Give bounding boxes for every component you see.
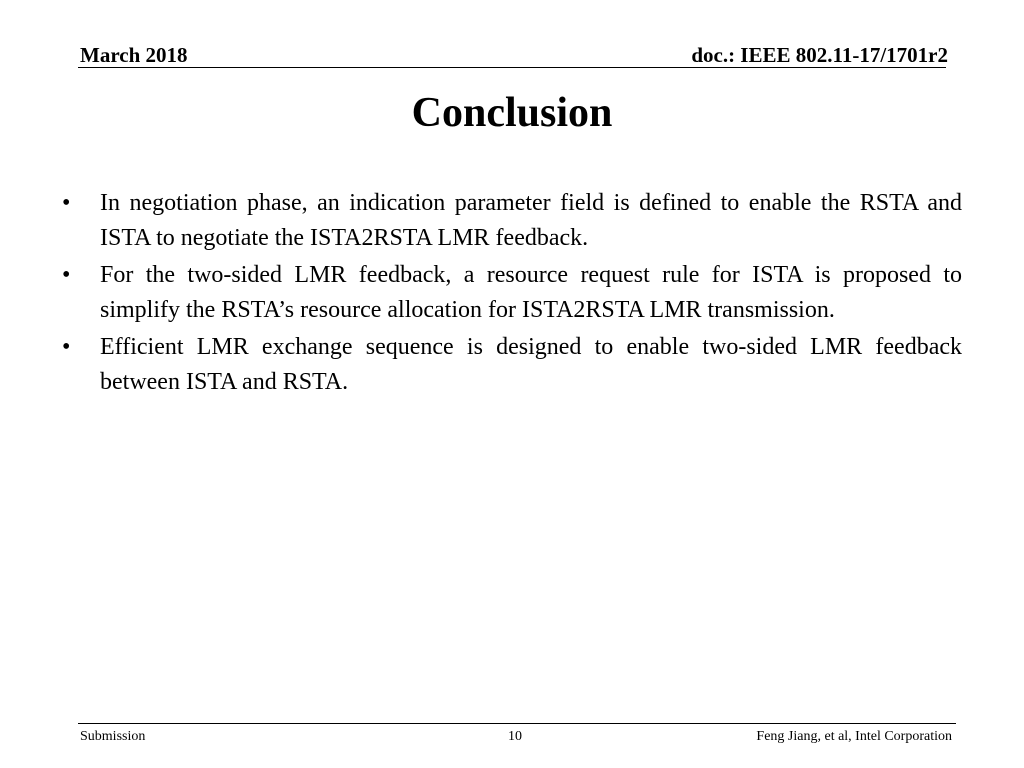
bullet-dot-icon: • <box>62 334 71 360</box>
bullet-item <box>62 258 962 328</box>
header-date: March 2018 <box>80 43 188 67</box>
footer-submission: Submission <box>80 729 146 744</box>
bullet-text: For the two-sided LMR feedback, a resource request rule for ISTA is proposed to simplify the RSTA’s resource allocation for ISTA2RSTA LMR transmission. <box>100 262 962 323</box>
bullet-list <box>62 186 962 402</box>
bullet-dot-icon: • <box>62 262 71 288</box>
bullet-text: In negotiation phase, an indication parameter field is defined to enable the RSTA and ISTA to negotiate the ISTA2RSTA LMR feedback. <box>100 190 962 251</box>
footer-divider <box>78 723 956 724</box>
header-divider <box>78 67 946 68</box>
header-doc-id: doc.: IEEE 802.11-17/1701r2 <box>691 43 948 67</box>
bullet-item <box>62 186 962 256</box>
slide-title: Conclusion <box>411 90 613 136</box>
bullet-item <box>62 330 962 400</box>
bullet-dot-icon: • <box>62 190 71 216</box>
page-number: 10 <box>508 729 522 744</box>
footer-author: Feng Jiang, et al, Intel Corporation <box>756 729 952 744</box>
bullet-text: Efficient LMR exchange sequence is designed to enable two-sided LMR feedback between ISTA and RSTA. <box>100 334 962 395</box>
